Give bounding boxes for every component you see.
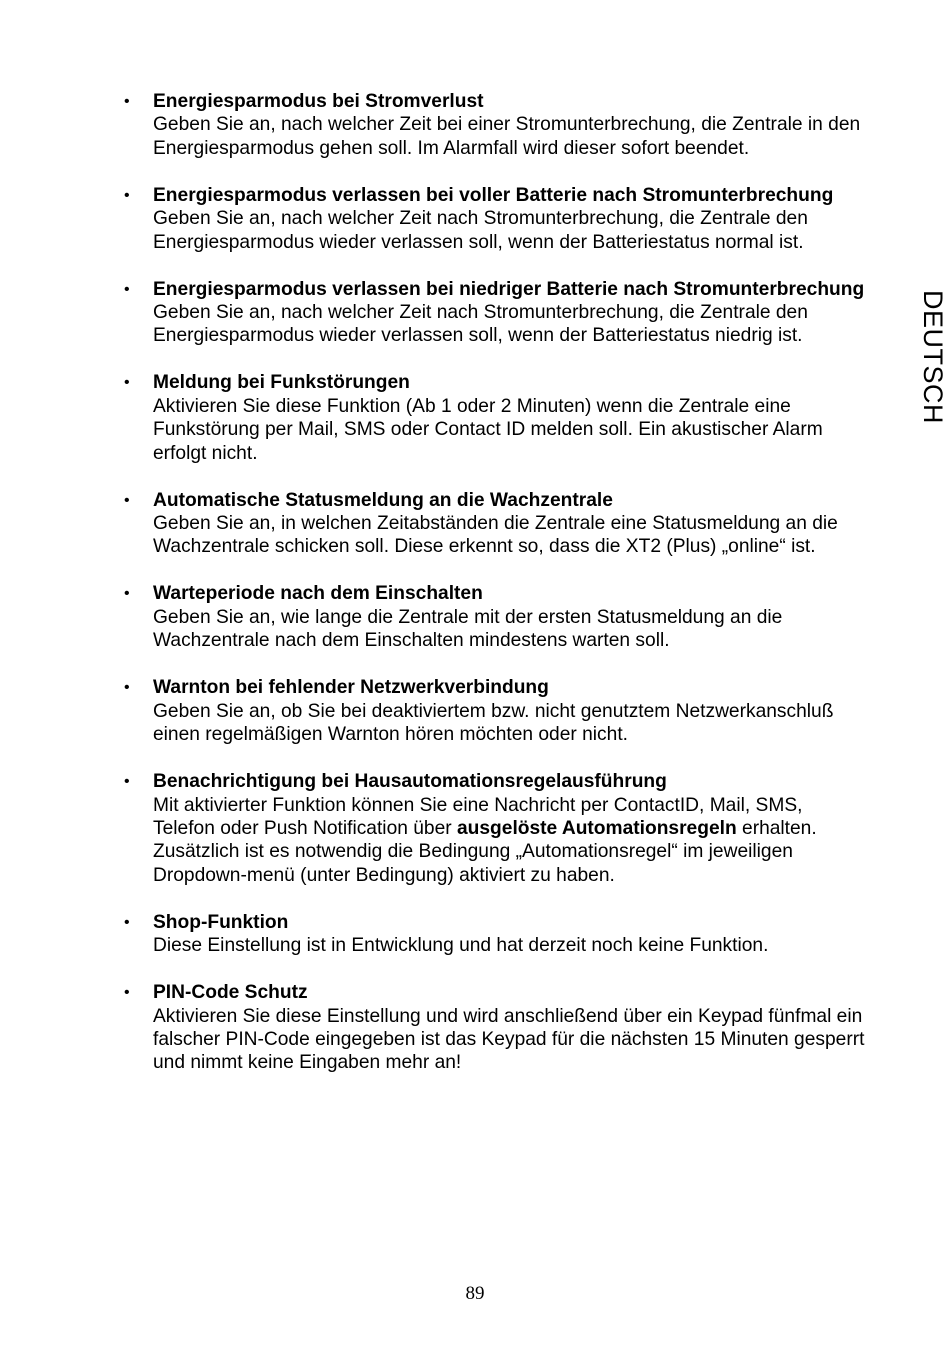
- list-item: [124, 90, 868, 160]
- bullet-list: [124, 90, 868, 1098]
- bullet-icon: •: [124, 585, 130, 603]
- list-item: [124, 278, 868, 348]
- item-text: Aktivieren Sie diese Funktion (Ab 1 oder 2 Minuten) wenn die Zentrale eine Funkstörung per Mail, SMS oder Contact ID melden soll. Ein akustischer Alarm erfolgt nicht.: [153, 395, 823, 464]
- bullet-icon: •: [124, 679, 130, 697]
- item-text: Geben Sie an, in welchen Zeitabständen die Zentrale eine Statusmeldung an die Wachzentrale schicken soll. Diese erkennt so, dass die XT2 (Plus) „online“ ist.: [153, 513, 838, 558]
- bullet-icon: •: [124, 374, 130, 392]
- item-title: Energiesparmodus verlassen bei voller Batterie nach Stromunterbrechung: [153, 184, 834, 206]
- item-title: Benachrichtigung bei Hausautomationsregelausführung: [153, 771, 667, 793]
- item-title: Energiesparmodus bei Stromverlust: [153, 91, 484, 112]
- item-text: Aktivieren Sie diese Einstellung und wird anschließend über ein Keypad fünfmal ein falscher PIN-Code eingegeben ist das Keypad für die nächsten 15 Minuten gesperrt und nimmt keine Eingaben mehr an!: [153, 1005, 865, 1074]
- item-title: Warnton bei fehlender Netzwerkverbindung: [153, 677, 549, 699]
- list-item: [124, 489, 868, 559]
- list-item: [124, 184, 868, 254]
- item-text: Geben Sie an, nach welcher Zeit nach Stromunterbrechung, die Zentrale den Energiesparmodus wieder verlassen soll, wenn der Batteriestatus normal ist.: [153, 208, 808, 253]
- item-text-part: Mit aktivierter Funktion können Sie eine Nachricht per ContactID, Mail, SMS, Telefon oder Push Notification über: [153, 794, 803, 839]
- language-side-label: DEUTSCH: [918, 290, 948, 425]
- item-title: Automatische Statusmeldung an die Wachzentrale: [153, 489, 613, 511]
- bullet-icon: •: [124, 913, 130, 931]
- item-text-emphasis: ausgelöste Automationsregeln: [456, 817, 737, 839]
- list-item: [124, 582, 868, 652]
- item-text: Geben Sie an, ob Sie bei deaktiviertem bzw. nicht genutztem Netzwerkanschluß einen regelmäßigen Warnton hören möchten oder nicht.: [153, 700, 834, 746]
- list-item: [124, 911, 868, 958]
- item-text: Geben Sie an, nach welcher Zeit nach Stromunterbrechung, die Zentrale den Energiesparmodus wieder verlassen soll, wenn der Batteriestatus niedrig ist.: [153, 302, 808, 347]
- item-title: Energiesparmodus verlassen bei niedriger Batterie nach Stromunterbrechung: [153, 278, 865, 300]
- bullet-icon: •: [124, 93, 130, 110]
- item-text: Diese Einstellung ist in Entwicklung und hat derzeit noch keine Funktion.: [153, 935, 769, 957]
- bullet-icon: •: [124, 280, 130, 298]
- bullet-icon: •: [124, 773, 130, 791]
- item-title: Shop-Funktion: [153, 911, 289, 933]
- item-title: PIN-Code Schutz: [153, 982, 308, 1004]
- item-text-part: erhalten. Zusätzlich ist es notwendig die Bedingung „Automationsregel“ im jeweiligen Dropdown-menü (unter Bedingung) aktiviert zu haben.: [153, 817, 817, 886]
- list-item: [124, 770, 868, 887]
- list-item: [124, 676, 868, 746]
- list-item: [124, 981, 868, 1075]
- item-text: [153, 794, 868, 888]
- page-number: 89: [465, 1283, 485, 1304]
- item-text: Geben Sie an, nach welcher Zeit bei einer Stromunterbrechung, die Zentrale in den Energiesparmodus gehen soll. Im Alarmfall wird dieser sofort beendet.: [153, 114, 861, 159]
- bullet-icon: •: [124, 984, 130, 1002]
- bullet-icon: •: [124, 491, 130, 509]
- item-text: Geben Sie an, wie lange die Zentrale mit der ersten Statusmeldung an die Wachzentrale nach dem Einschalten mindestens warten soll.: [153, 606, 783, 652]
- item-title: Warteperiode nach dem Einschalten: [153, 583, 483, 605]
- bullet-icon: •: [124, 186, 130, 204]
- item-title: Meldung bei Funkstörungen: [153, 372, 410, 394]
- list-item: [124, 371, 868, 465]
